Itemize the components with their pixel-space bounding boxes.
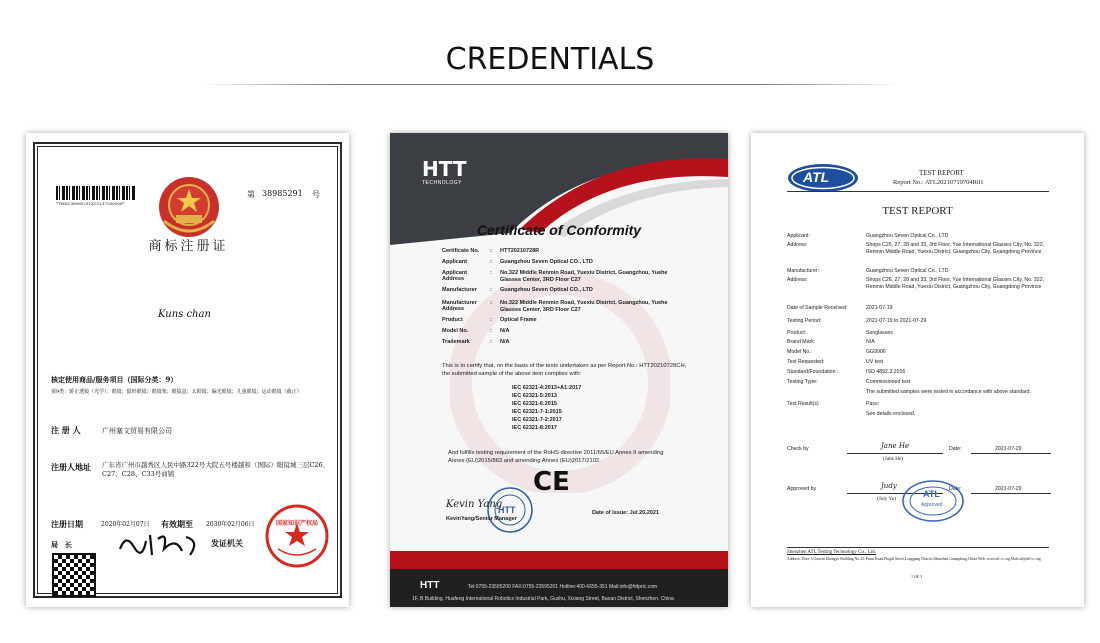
certify-statement: This is to certify that, on the basis of the tests undertaken as per Report No.: HTT20210728CH, the submitted sample of the above item complies with:: [442, 363, 687, 377]
goods-text: 第9类：矫正透镜（光学）；眼镜；隐形眼镜；眼镜架；眼镜盒；太阳镜；偏光眼镜；儿童眼镜；运动眼镜（截止）: [51, 389, 302, 395]
approved-by-label: Approved by: [787, 486, 817, 492]
standard-item: IEC 62321-8:2017: [512, 425, 557, 431]
header-divider: [787, 191, 1049, 192]
report-field-value: Pass;: [866, 401, 879, 407]
page-count: 1 OF 3: [911, 574, 923, 579]
registrant-label: 注 册 人: [51, 425, 81, 435]
national-emblem-icon: [154, 175, 224, 241]
stamp-text: HTT: [498, 505, 516, 515]
signature: Kevin Yang: [446, 499, 503, 510]
atl-approved-stamp-icon: [901, 479, 965, 523]
report-header-title: TEST REPORT: [919, 169, 964, 177]
certificate-title: 商标注册证: [148, 239, 229, 254]
address-value: 广东省广州市越秀区人民中路322号大院五号楼越和（国际）眼镜城三层C26、C27、C28、C33号商铺: [102, 461, 330, 478]
field-colon: :: [490, 248, 492, 254]
htt-certificate[interactable]: [390, 133, 728, 607]
atl-test-report[interactable]: [751, 133, 1084, 607]
field-value: Guangzhou Seven Optical CO., LTD: [500, 287, 593, 293]
field-colon: :: [490, 339, 492, 345]
report-field-label: Testing Type:: [787, 379, 818, 385]
field-label: Product: [442, 317, 463, 323]
lab-company: Shenzhen ATL Testing Technology Co., Ltd.: [787, 550, 876, 555]
seal-text: 国家知识产权局: [276, 520, 319, 527]
registration-date-label: 注册日期: [51, 519, 83, 529]
report-field-value: N/A: [866, 339, 875, 345]
trademark-number-suffix: 号: [312, 190, 320, 199]
approve-date: 2021-07-29: [995, 486, 1022, 492]
report-field-value: Shops C26, 27, 28 and 33, 3rd Floor, Yue International Glasses City, No. 322, Renmin Middle Road, Yuexiu District, Guangzhou City, Guangdong Province: [866, 277, 1045, 290]
field-label: Manufacturer Address: [442, 300, 477, 312]
report-field-value: ISO 4892.3:2016: [866, 369, 906, 375]
check-date-label: Date:: [949, 446, 962, 452]
field-colon: :: [490, 287, 492, 293]
report-field-label: Address:: [787, 277, 808, 283]
field-label: Trademark: [442, 339, 470, 345]
goods-label: 核定使用商品/服务项目（国际分类：9）: [51, 375, 178, 384]
page-heading: CREDENTIALS: [445, 42, 655, 77]
field-colon: :: [490, 317, 492, 323]
report-number: Report No.: ATL20210719704R01: [893, 179, 984, 186]
check-date: 2021-07-29: [995, 446, 1022, 452]
report-field-value: UV test: [866, 359, 884, 365]
fulfils-statement: And fulfills testing requirement of the RoHS directive 2011/65/EU Annex II amending Annex (EU)2015/863 and amending Annex (EU)2017/2102.: [448, 450, 664, 464]
valid-until-label: 有效期至: [161, 519, 193, 529]
field-label: Model No.: [442, 328, 469, 334]
report-field-value: Guangzhou Seven Optical Co., LTD: [866, 268, 949, 274]
field-label: Certificate No.: [442, 248, 480, 254]
field-value: No.322 Middle Renmin Road, Yuexiu District, Guangzhou, Yuehe Glasses Center, 3RD Floor C27: [500, 270, 668, 283]
report-field-label: Brand Mark:: [787, 339, 816, 345]
stamp-subtitle: Approved: [921, 502, 943, 508]
barcode-icon: [56, 186, 136, 200]
trademark-number: 38985291: [262, 189, 303, 198]
registration-date: 2020年02月07日: [101, 521, 150, 528]
stamp-logo: ATL: [923, 489, 940, 499]
field-value: N/A: [500, 339, 510, 345]
report-field-value: Guangzhou Seven Optical Co., LTD: [866, 233, 949, 239]
report-field-label: Manufacturer:: [787, 268, 820, 274]
field-colon: :: [490, 259, 492, 265]
official-seal-icon: [264, 503, 330, 569]
footer-red-band: [390, 551, 728, 569]
report-field-label: Product:: [787, 330, 807, 336]
report-field-value: 2021-07-19 to 2021-07-29: [866, 318, 927, 324]
field-label: Manufacturer: [442, 287, 477, 293]
check-date-line: [971, 453, 1051, 454]
report-field-label: Test Result(s): [787, 401, 819, 407]
field-value: Guangzhou Seven Optical CO., LTD: [500, 259, 593, 265]
report-field-value: Sunglasses: [866, 330, 893, 336]
field-colon: :: [490, 270, 492, 276]
htt-logo-subtitle: TECHNOLOGY: [422, 180, 463, 186]
report-field-label: Test Requested:: [787, 359, 825, 365]
approve-date-label: Date:: [949, 486, 962, 492]
report-field-value: GG9906: [866, 349, 886, 355]
trademark-certificate[interactable]: [26, 133, 349, 607]
signer-name: KevinYang/Senior Manager: [446, 516, 517, 522]
ce-mark: CE: [533, 467, 570, 497]
check-signature: Jane He: [881, 442, 910, 450]
atl-logo-text: ATL: [803, 169, 830, 185]
check-by-label: Check by: [787, 446, 809, 452]
issuing-authority: 发证机关: [211, 538, 243, 548]
field-value: Optical Frame: [500, 317, 537, 323]
field-colon: :: [490, 328, 492, 334]
check-name: (Jane He): [883, 456, 904, 462]
standard-item: IEC 62321-6:2015: [512, 401, 557, 407]
standard-item: IEC 62321-4:2013+A1:2017: [512, 385, 582, 391]
director-label: 局 长: [51, 540, 72, 549]
field-value: No.322 Middle Renmin Road, Yuexiu District, Guangzhou, Yuehe Glasses Center, 3RD Floor C27: [500, 300, 668, 313]
field-label: Applicant: [442, 259, 468, 265]
footer-divider: [787, 547, 1049, 548]
standard-item: IEC 62321-7-2:2017: [512, 417, 562, 423]
report-field-value: 2021-07-19: [866, 305, 893, 311]
issue-date: Date of Issue: Jul.20,2021: [592, 510, 659, 516]
trademark-mark-signature: Kuns chan: [158, 309, 211, 320]
report-field-value: See details enclosed.: [866, 411, 916, 417]
report-field-label: Applicant:: [787, 233, 810, 239]
lab-address: Address: Floor 5,Gaoxin Zhongyu Building,No.22, Pusui Road,Pingdi Street,Longgang District,Shenzhen,Guangdong,China Web: www.atl-cc.org Mail:atl@atl-cc.org: [787, 557, 1041, 561]
field-value: HTT20210728R: [500, 248, 540, 254]
report-field-value: The submitted samples were tested in accordance with above standard.: [866, 389, 1031, 395]
registrant-value: 广州塞文贸易有限公司: [102, 427, 172, 435]
field-value: N/A: [500, 328, 510, 334]
valid-until-date: 2030年02月06日: [206, 521, 255, 528]
report-field-label: Testing Period:: [787, 318, 822, 324]
footer-address: 1F, B Building, Huafeng International Robotics Industrial Park, Gushu, Xixiang Street, Baoan District, Shenzhen, China: [412, 596, 674, 602]
footer-logo: HTT: [420, 580, 440, 591]
report-field-label: Model No.:: [787, 349, 813, 355]
approve-name: (July Yu): [877, 496, 896, 502]
report-field-value: Commissioned test: [866, 379, 911, 385]
field-colon: :: [490, 300, 492, 306]
standard-item: IEC 62321-5:2013: [512, 393, 557, 399]
heading-divider: [200, 84, 900, 85]
report-field-label: Address:: [787, 242, 808, 248]
check-sign-line: [847, 453, 943, 454]
approve-signature: Judy: [881, 482, 897, 490]
report-field-label: Date of Sample Received:: [787, 305, 848, 311]
report-field-value: Shops C26, 27, 28 and 33, 3rd Floor, Yue International Glasses City, No. 322, Renmin Middle Road, Yuexiu District, Guangzhou City, Guangdong Province: [866, 242, 1045, 255]
certificate-title: Certificate of Conformity: [476, 222, 642, 238]
footer-contact: Tel:0755-23595200 FAX:0755-23595201 Hotline:400-6655-351 Mail:info@httpric.com: [468, 584, 658, 590]
director-signature-icon: [116, 529, 206, 559]
report-field-label: Standard/Foundation :: [787, 369, 839, 375]
qr-code-icon: [52, 553, 96, 597]
standard-item: IEC 62321-7-1:2015: [512, 409, 562, 415]
approve-date-line: [971, 493, 1051, 494]
field-label: Applicant Address: [442, 270, 468, 282]
trademark-serial: *TMZC38985291ZC1L17200000*: [56, 201, 125, 206]
htt-logo: HTT: [422, 157, 467, 181]
trademark-number-label: 第: [247, 190, 255, 199]
address-label: 注册人地址: [51, 462, 91, 472]
report-title: TEST REPORT: [882, 205, 953, 217]
